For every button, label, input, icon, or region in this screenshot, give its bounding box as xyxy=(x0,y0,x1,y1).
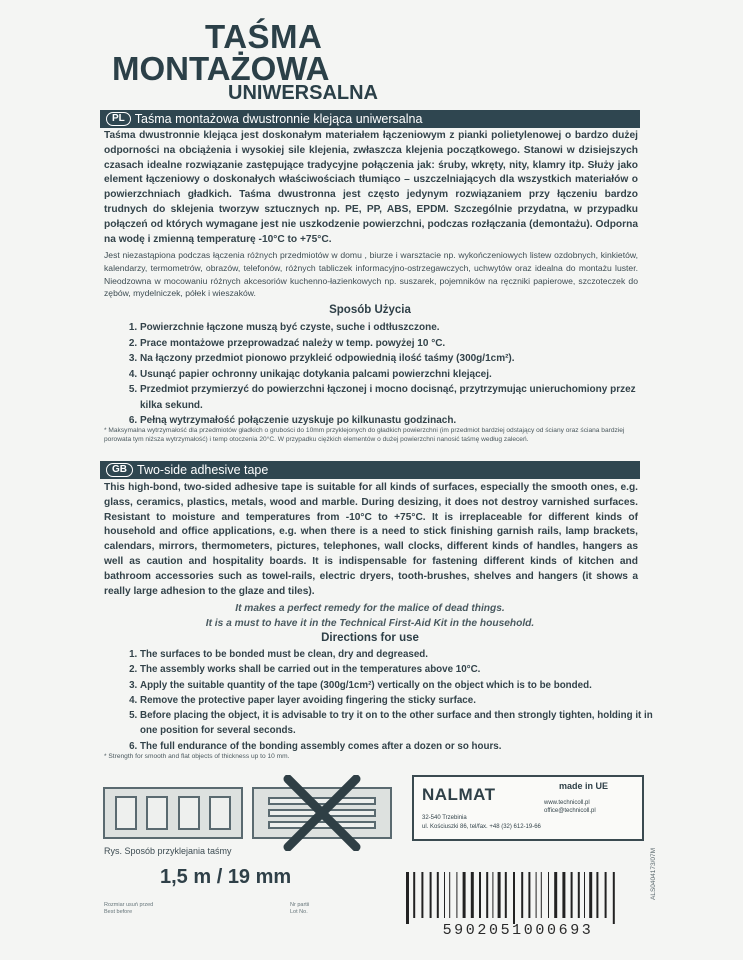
gb-steps-list xyxy=(118,647,660,754)
barcode-bar xyxy=(463,872,466,918)
pl-lang-badge: PL xyxy=(106,112,131,126)
tape-size: 1,5 m / 19 mm xyxy=(160,866,292,888)
made-in-label: made in UE xyxy=(559,781,609,791)
barcode-bar xyxy=(548,872,549,918)
barcode-bar xyxy=(505,872,507,918)
barcode-bar xyxy=(589,872,592,918)
barcode-bar xyxy=(449,872,450,918)
pl-step: 1. Powierzchnie łączone muszą być czyste, suche i odtłuszczone. xyxy=(140,320,660,336)
barcode-bar xyxy=(605,872,607,918)
tape-strip-vertical xyxy=(115,796,137,830)
pl-applications: Jest niezastąpiona podczas łączenia różnych przedmiotów w domu , biurze i warsztacie np. wykończeniowych listew ozdobnych, kinkietów, kalendarzy, termometrów, obrazów, telefonów, różnych tabliczek informacyjno-ostrzegawczych, uchwytów oraz idealna do montażu luster. Nieodzowna w mocowaniu różnych akcesoriów kuchenno-łazienkowych np. suszarek, pojemników na ręczniki papierowe, szczoteczek do zębów, mydelniczek, półek i wieszaków. xyxy=(104,250,638,299)
barcode-bar xyxy=(456,872,457,918)
barcode-bar xyxy=(498,872,501,918)
gb-step: 2. The assembly works shall be carried out in the temperatures above 10°C. xyxy=(140,662,660,677)
best-before-pl: Rozmiar usuń przed xyxy=(104,902,154,908)
gb-lang-badge: GB xyxy=(106,463,133,477)
barcode-bar xyxy=(421,872,423,918)
tape-strip-vertical xyxy=(146,796,168,830)
barcode-bar xyxy=(562,872,565,918)
barcode-bar xyxy=(513,872,515,924)
barcode-bar xyxy=(486,872,488,918)
title-line3: UNIWERSALNA xyxy=(228,82,378,104)
brand-address-street: ul. Kościuszki 86, tel/fax. +48 (32) 612-19-66 xyxy=(422,824,541,830)
pl-footnote: * Maksymalna wytrzymałość dla przedmiotów gładkich o grubości do 10mm przyklejonych do gładkich powierzchni (im przedmiot bardziej odstający od ściany oraz ściana bardziej porowata tym niższa wytrzymałość) i temp otoczenia 20°C. W przypadku ciężkich elementów o dużej powierzchni nanosić taśmę według zaleceń. xyxy=(104,427,625,443)
brand-website: www.technicoll.pl xyxy=(544,800,590,806)
brand-logo: NALMAT xyxy=(422,785,496,804)
gb-step: 6. The full endurance of the bonding assembly comes after a dozen or so hours. xyxy=(140,739,660,754)
pl-description: Taśma dwustronnie klejąca jest doskonałym materiałem łączeniowym z pianki polietylenowej o bardzo dużej odporności na obciążenia i wysokiej sile klejenia, zwłaszcza klejenia początkowego. Stanowi w dzisiejszych czasach idealne rozwiązanie zastępujące tradycyjne połączenia jak: śruby, wkręty, nity, klamry itp. Służy jako element łączeniowy o doskonałych właściwościach tłumiąco – uszczelniających dla wszystkich materiałów o powierzchniach gładkich. Taśma dwustronna jest często jedynym rozwiązaniem przy łączeniu bardzo trudnych do sklejenia tworzyw sztucznych np. PE, PP, ABS, EPDM. Szczególnie przydatna, w przypadku połączeń od których wymagane jest nie uszkodzenie powierzchni, podczas rozłączania (demontażu). Odporna na wodę i zmienną temperaturę -10°C to +75°C. xyxy=(104,130,638,245)
figure-caption: Rys. Sposób przyklejania taśmy xyxy=(104,846,232,856)
lot-number-pl: Nr partii xyxy=(290,902,310,908)
side-product-code: ALS0404173/07M xyxy=(650,847,657,900)
cross-out-icon xyxy=(266,775,378,851)
pl-steps-list xyxy=(118,320,660,429)
barcode-bar xyxy=(528,872,530,918)
barcode-bar xyxy=(584,872,585,918)
barcode-bar xyxy=(406,872,409,924)
barcode-bar xyxy=(413,872,415,918)
barcode-bar xyxy=(613,872,615,924)
tape-strip-vertical xyxy=(178,796,200,830)
pl-step: 5. Przedmiot przymierzyć do powierzchni łączonej i mocno docisnąć, przytrzymując unieruchomiony przez kilka sekund. xyxy=(140,382,660,413)
barcode-bar xyxy=(471,872,474,918)
brand-address-city: 32-540 Trzebinia xyxy=(422,815,467,821)
pl-step: 2. Prace montażowe przeprowadzać należy w temp. powyżej 10 °C. xyxy=(140,336,660,352)
lot-number-label xyxy=(290,902,309,916)
correct-method-illustration xyxy=(103,787,243,839)
barcode-bar xyxy=(554,872,557,918)
barcode-bar xyxy=(479,872,481,918)
gb-band-title: Two-side adhesive tape xyxy=(137,463,269,477)
gb-slogan-1: It makes a perfect remedy for the malice of dead things. xyxy=(235,603,505,614)
pl-section-band xyxy=(100,110,640,128)
barcode-bar xyxy=(521,872,523,918)
pl-step: 6. Pełną wytrzymałość połączenie uzyskuje po kilkunastu godzinach. xyxy=(140,413,660,429)
barcode-digits: 5902051000693 xyxy=(442,922,594,939)
pl-usage-heading: Sposób Użycia xyxy=(329,304,411,316)
barcode-bar xyxy=(492,872,493,918)
barcode-bar xyxy=(571,872,573,918)
barcode-bar xyxy=(444,872,445,918)
barcode-bars xyxy=(402,872,634,924)
gb-slogan-2: It is a must to have it in the Technical First-Aid Kit in the household. xyxy=(205,618,535,629)
gb-step: 5. Before placing the object, it is advisable to try it on to the other surface and then strongly tighten, holding it in one position for several seconds. xyxy=(140,708,660,739)
best-before-label xyxy=(104,902,153,916)
title-line2: MONTAŻOWA xyxy=(112,50,330,87)
gb-step: 4. Remove the protective paper layer avoiding fingering the sticky surface. xyxy=(140,693,660,708)
barcode-bar xyxy=(578,872,580,918)
pl-step: 4. Usunąć papier ochronny unikając dotykania palcami powierzchni klejącej. xyxy=(140,367,660,383)
barcode-bar xyxy=(437,872,439,918)
gb-step: 1. The surfaces to be bonded must be clean, dry and degreased. xyxy=(140,647,660,662)
barcode-bar xyxy=(430,872,432,918)
lot-number-en: Lot No. xyxy=(290,909,308,915)
brand-email: office@technicoll.pl xyxy=(544,808,596,814)
pl-band-title: Taśma montażowa dwustronnie klejąca uniwersalna xyxy=(134,112,423,126)
title-line1: TAŚMA xyxy=(205,18,323,55)
gb-section-band xyxy=(100,461,640,479)
manufacturer-box xyxy=(412,775,644,841)
barcode-bar xyxy=(541,872,542,918)
gb-directions-heading: Directions for use xyxy=(321,632,419,644)
barcode xyxy=(402,872,634,940)
incorrect-method-illustration xyxy=(252,787,392,839)
gb-footnote: * Strength for smooth and flat objects of thickness up to 10 mm. xyxy=(104,753,290,760)
pl-step: 3. Na łączony przedmiot pionowo przykleić odpowiednią ilość taśmy (300g/1cm²). xyxy=(140,351,660,367)
best-before-en: Best before xyxy=(104,909,133,915)
gb-description: This high-bond, two-sided adhesive tape is suitable for all kinds of surfaces, especially the smooth ones, e.g. glass, ceramics, plastics, metals, wood and marble. During desizing, it does not destroy varnished surfaces. Resistant to moisture and temperatures from -10°C to +75°C. It is irreplaceable for different kinds of household and office applications, e.g. when there is a need to stick finishing garnish rails, lamp brackets, calendars, mirrors, thermometers, pictures, telephones, wall clocks, different kinds of handles, hangers as well as caution and hospitality boards. It is indispensable for fastening different kinds of kitchen and bathroom accessories such as towel-rails, electric dryers, tooth-brushes, shelves and hangers (it shows a really large adhesion to the glaze and tiles). xyxy=(104,482,638,597)
tape-strip-vertical xyxy=(209,796,231,830)
gb-step: 3. Apply the suitable quantity of the tape (300g/1cm²) vertically on the object which is to be bonded. xyxy=(140,678,660,693)
barcode-bar xyxy=(536,872,537,918)
barcode-bar xyxy=(596,872,598,918)
